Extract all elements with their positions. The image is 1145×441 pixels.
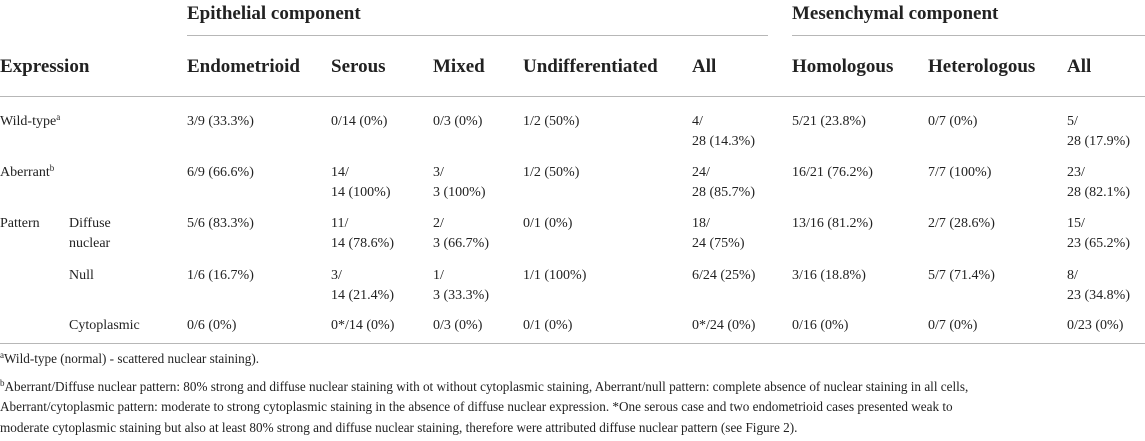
table-cell xyxy=(523,214,572,234)
cell-line: 0/14 (0%) xyxy=(331,114,388,129)
cell-line: 2/7 (28.6%) xyxy=(928,216,995,231)
cell-line: 0*/24 (0%) xyxy=(692,318,756,333)
cell-line: 23/ xyxy=(1067,165,1085,180)
table-cell xyxy=(523,316,572,336)
cell-line: 3/9 (33.3%) xyxy=(187,114,254,129)
footnote-a: $^a$Wild-type (normal) - scattered nuclear staining). xyxy=(0,350,260,366)
cell-line: 8/ xyxy=(1067,268,1078,283)
cell-line: 5/7 (71.4%) xyxy=(928,268,995,283)
footnote-b-line-3: moderate cytoplasmic staining but also at least 80% strong and diffuse nuclear staining, therefore were attributed diffuse nuclear pattern (see Figure 2). xyxy=(0,420,798,435)
table-cell xyxy=(331,266,394,306)
table-cell xyxy=(331,112,387,132)
cell-line: 0/1 (0%) xyxy=(523,318,573,333)
table-cell xyxy=(331,163,391,203)
row-label-null: Null xyxy=(69,268,94,283)
cell-line: 3 (100%) xyxy=(433,185,486,200)
table-cell xyxy=(1067,266,1130,306)
cell-line: 14/ xyxy=(331,165,349,180)
row-label-cytoplasmic: Cytoplasmic xyxy=(69,318,140,333)
table-cell xyxy=(692,112,755,152)
table-cell xyxy=(187,112,254,132)
cell-line: 7/7 (100%) xyxy=(928,165,992,180)
expression-header: Expression xyxy=(0,56,90,77)
table-bottom-rule xyxy=(0,343,1145,344)
row-label-diffuse-nuclear: Diffuse nuclear xyxy=(69,216,111,251)
table-cell xyxy=(928,112,977,132)
cell-line: 0/3 (0%) xyxy=(433,114,483,129)
cell-line: 2/ xyxy=(433,216,444,231)
cell-line: 28 (14.3%) xyxy=(692,134,755,149)
cell-line: 3/16 (18.8%) xyxy=(792,268,866,283)
cell-line: 24/ xyxy=(692,165,710,180)
table-cell xyxy=(331,214,394,254)
table-cell xyxy=(928,163,991,183)
table-cell xyxy=(433,112,482,132)
table-cell xyxy=(1067,316,1123,336)
table-cell xyxy=(692,214,745,254)
footnote-b-line-2: Aberrant/cytoplasmic pattern: moderate to strong cytoplasmic staining in the absence of diffuse nuclear expression. *One serous case and two endometrioid cases presented weak to xyxy=(0,399,953,414)
col-header-heterologous: Heterologous xyxy=(928,56,1036,77)
epithelial-group-header: Epithelial component xyxy=(187,3,361,24)
table-cell xyxy=(792,112,866,132)
table-cell xyxy=(331,316,394,336)
table-cell xyxy=(433,214,489,254)
table-cell xyxy=(433,163,486,203)
cell-line: 0/1 (0%) xyxy=(523,216,573,231)
table-cell xyxy=(187,266,254,286)
col-header-undifferentiated: Undifferentiated xyxy=(523,56,658,77)
cell-line: 0/6 (0%) xyxy=(187,318,237,333)
cell-line: 23 (34.8%) xyxy=(1067,288,1130,303)
cell-line: 16/21 (76.2%) xyxy=(792,165,873,180)
table-cell xyxy=(187,214,254,234)
table-cell xyxy=(792,266,866,286)
cell-line: 3 (66.7%) xyxy=(433,236,489,251)
cell-line: 0/3 (0%) xyxy=(433,318,483,333)
cell-line: 14 (100%) xyxy=(331,185,391,200)
epithelial-group-rule xyxy=(187,35,768,36)
table-cell xyxy=(928,266,995,286)
table-cell xyxy=(523,163,579,183)
cell-line: 14 (78.6%) xyxy=(331,236,394,251)
cell-line: 13/16 (81.2%) xyxy=(792,216,873,231)
cell-line: 5/ xyxy=(1067,114,1078,129)
col-header-endometrioid: Endometrioid xyxy=(187,56,300,77)
table-cell xyxy=(792,214,873,234)
cell-line: 4/ xyxy=(692,114,703,129)
mesenchymal-group-header: Mesenchymal component xyxy=(792,3,999,24)
cell-line: 28 (85.7%) xyxy=(692,185,755,200)
table-cell xyxy=(433,316,482,336)
cell-line: 3/ xyxy=(331,268,342,283)
row-label-pattern: Pattern xyxy=(0,216,40,231)
table-cell xyxy=(692,266,755,286)
cell-line: 0/7 (0%) xyxy=(928,318,978,333)
cell-line: 15/ xyxy=(1067,216,1085,231)
cell-line: 3/ xyxy=(433,165,444,180)
cell-line: 18/ xyxy=(692,216,710,231)
row-label-wildtype: Wild-type$^a$ xyxy=(0,112,61,129)
col-header-mesenchymal-all: All xyxy=(1067,56,1092,77)
header-rule xyxy=(0,96,1145,97)
table-cell xyxy=(928,316,977,336)
table-cell xyxy=(187,163,254,183)
cell-line: 0/16 (0%) xyxy=(792,318,849,333)
table-cell xyxy=(692,316,755,336)
table-cell xyxy=(792,163,873,183)
col-header-serous: Serous xyxy=(331,56,386,77)
cell-line: 1/2 (50%) xyxy=(523,165,580,180)
cell-line: 5/6 (83.3%) xyxy=(187,216,254,231)
cell-line: 24 (75%) xyxy=(692,236,745,251)
table-cell xyxy=(692,163,755,203)
cell-line: 1/2 (50%) xyxy=(523,114,580,129)
cell-line: 6/24 (25%) xyxy=(692,268,756,283)
cell-line: 3 (33.3%) xyxy=(433,288,489,303)
col-header-mixed: Mixed xyxy=(433,56,485,77)
cell-line: 28 (82.1%) xyxy=(1067,185,1130,200)
table-cell xyxy=(1067,112,1130,152)
table-cell xyxy=(523,112,579,132)
mesenchymal-group-rule xyxy=(792,35,1145,36)
table-cell xyxy=(792,316,848,336)
footnote-b-line-1: $^b$Aberrant/Diffuse nuclear pattern: 80% strong and diffuse nuclear staining with ot without cytoplasmic staining, Aberrant/null pattern: complete absence of nuclear staining in all cells, xyxy=(0,378,969,394)
col-header-epithelial-all: All xyxy=(692,56,717,77)
cell-line: 0/7 (0%) xyxy=(928,114,978,129)
cell-line: 6/9 (66.6%) xyxy=(187,165,254,180)
table-cell xyxy=(187,316,236,336)
cell-line: 5/21 (23.8%) xyxy=(792,114,866,129)
table-cell xyxy=(1067,163,1130,203)
col-header-homologous: Homologous xyxy=(792,56,894,77)
cell-line: 28 (17.9%) xyxy=(1067,134,1130,149)
cell-line: 14 (21.4%) xyxy=(331,288,394,303)
cell-line: 0*/14 (0%) xyxy=(331,318,395,333)
cell-line: 0/23 (0%) xyxy=(1067,318,1124,333)
cell-line: 1/ xyxy=(433,268,444,283)
table-cell xyxy=(1067,214,1130,254)
table-cell xyxy=(928,214,995,234)
cell-line: 1/6 (16.7%) xyxy=(187,268,254,283)
cell-line: 11/ xyxy=(331,216,349,231)
table-cell xyxy=(523,266,586,286)
cell-line: 1/1 (100%) xyxy=(523,268,587,283)
row-label-aberrant: Aberrant$^b$ xyxy=(0,163,55,180)
table-cell xyxy=(433,266,489,306)
cell-line: 23 (65.2%) xyxy=(1067,236,1130,251)
